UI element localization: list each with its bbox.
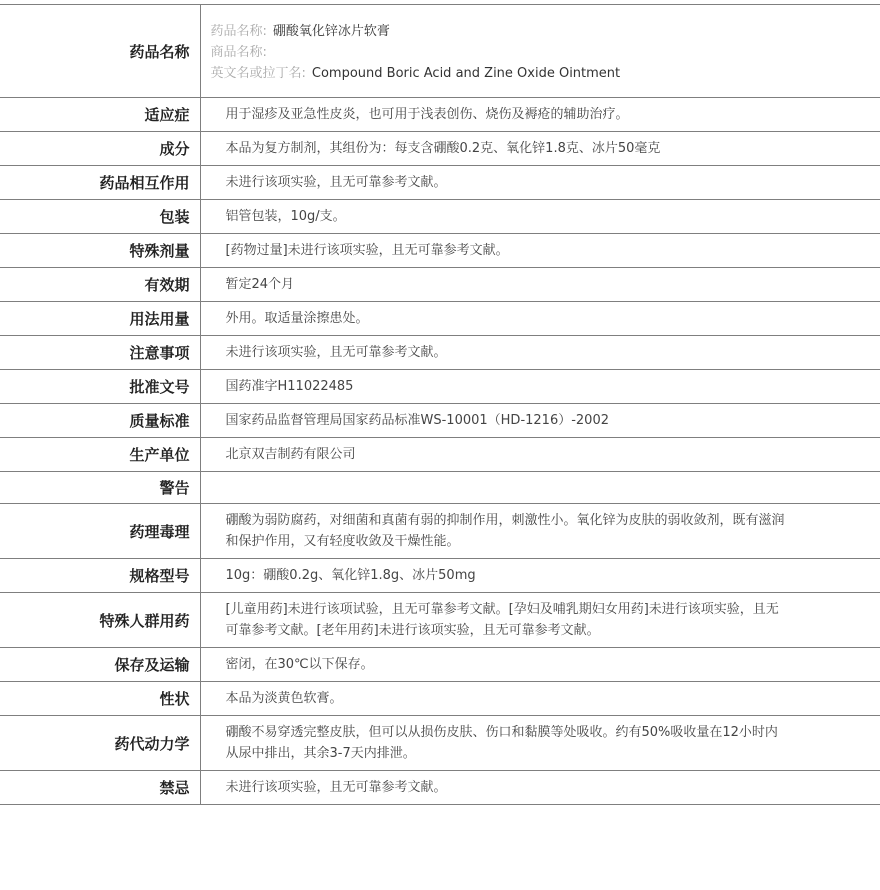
appearance-value: 本品为淡黄色软膏。 [200, 682, 880, 716]
appearance-label: 性状 [0, 682, 200, 716]
generic-name-line [211, 21, 871, 42]
storage-value: 密闭，在30℃以下保存。 [200, 648, 880, 682]
pharmacokinetics-label: 药代动力学 [0, 716, 200, 771]
english-name-line [211, 63, 871, 84]
storage-row [0, 648, 880, 682]
precautions-value: 未进行该项实验，且无可靠参考文献。 [200, 336, 880, 370]
usage-label: 用法用量 [0, 302, 200, 336]
usage-row [0, 302, 880, 336]
quality-standard-value: 国家药品监督管理局国家药品标准WS-10001（HD-1216）-2002 [200, 404, 880, 438]
shelf-life-value: 暂定24个月 [200, 268, 880, 302]
contraindications-value: 未进行该项实验，且无可靠参考文献。 [200, 771, 880, 805]
trade-name-line [211, 42, 871, 63]
appearance-row [0, 682, 880, 716]
contraindications-label: 禁忌 [0, 771, 200, 805]
contraindications-row [0, 771, 880, 805]
trade-name-label: 商品名称: [210, 44, 267, 60]
usage-value: 外用。取适量涂擦患处。 [200, 302, 880, 336]
storage-label: 保存及运输 [0, 648, 200, 682]
special-population-value: [儿童用药]未进行该项试验，且无可靠参考文献。[孕妇及哺乳期妇女用药]未进行该项实验，且无可靠参考文献。[老年用药]未进行该项实验，且无可靠参考文献。 [200, 593, 880, 648]
ingredients-label: 成分 [0, 132, 200, 166]
approval-number-label: 批准文号 [0, 370, 200, 404]
manufacturer-label: 生产单位 [0, 438, 200, 472]
specification-label: 规格型号 [0, 559, 200, 593]
quality-standard-label: 质量标准 [0, 404, 200, 438]
packaging-value: 铝管包装，10g/支。 [200, 200, 880, 234]
precautions-row [0, 336, 880, 370]
ingredients-value: 本品为复方制剂，其组份为：每支含硼酸0.2克、氧化锌1.8克、冰片50毫克 [200, 132, 880, 166]
approval-number-value: 国药准字H11022485 [200, 370, 880, 404]
shelf-life-label: 有效期 [0, 268, 200, 302]
pharmacology-label: 药理毒理 [0, 504, 200, 559]
pharmacokinetics-value: 硼酸不易穿透完整皮肤，但可以从损伤皮肤、伤口和黏膜等处吸收。约有50%吸收量在12小时内从尿中排出，其余3-7天内排泄。 [200, 716, 880, 771]
drug-name-row [0, 5, 880, 98]
generic-name-label: 药品名称: [210, 23, 267, 39]
pharmacology-row [0, 504, 880, 559]
warning-row [0, 472, 880, 504]
packaging-row [0, 200, 880, 234]
drug-info-table [0, 4, 880, 805]
special-dosage-value: [药物过量]未进行该项实验，且无可靠参考文献。 [200, 234, 880, 268]
warning-label: 警告 [0, 472, 200, 504]
english-name-value: Compound Boric Acid and Zine Oxide Ointment [311, 65, 621, 81]
pharmacology-value: 硼酸为弱防腐药，对细菌和真菌有弱的抑制作用，刺激性小。氧化锌为皮肤的弱收敛剂，既有滋润和保护作用，又有轻度收敛及干燥性能。 [200, 504, 880, 559]
generic-name-value: 硼酸氧化锌冰片软膏 [272, 23, 390, 39]
interactions-row [0, 166, 880, 200]
specification-row [0, 559, 880, 593]
indications-label: 适应症 [0, 98, 200, 132]
manufacturer-value: 北京双吉制药有限公司 [200, 438, 880, 472]
drug-name-label: 药品名称 [0, 5, 200, 98]
packaging-label: 包装 [0, 200, 200, 234]
manufacturer-row [0, 438, 880, 472]
drug-name-value-cell [200, 5, 880, 98]
special-dosage-label: 特殊剂量 [0, 234, 200, 268]
precautions-label: 注意事项 [0, 336, 200, 370]
warning-value [200, 472, 880, 504]
ingredients-row [0, 132, 880, 166]
quality-standard-row [0, 404, 880, 438]
pharmacokinetics-row [0, 716, 880, 771]
shelf-life-row [0, 268, 880, 302]
approval-number-row [0, 370, 880, 404]
indications-value: 用于湿疹及亚急性皮炎，也可用于浅表创伤、烧伤及褥疮的辅助治疗。 [200, 98, 880, 132]
specification-value: 10g：硼酸0.2g、氧化锌1.8g、冰片50mg [200, 559, 880, 593]
special-dosage-row [0, 234, 880, 268]
interactions-value: 未进行该项实验，且无可靠参考文献。 [200, 166, 880, 200]
special-population-label: 特殊人群用药 [0, 593, 200, 648]
interactions-label: 药品相互作用 [0, 166, 200, 200]
english-name-label: 英文名或拉丁名: [210, 65, 306, 81]
special-population-row [0, 593, 880, 648]
indications-row [0, 98, 880, 132]
